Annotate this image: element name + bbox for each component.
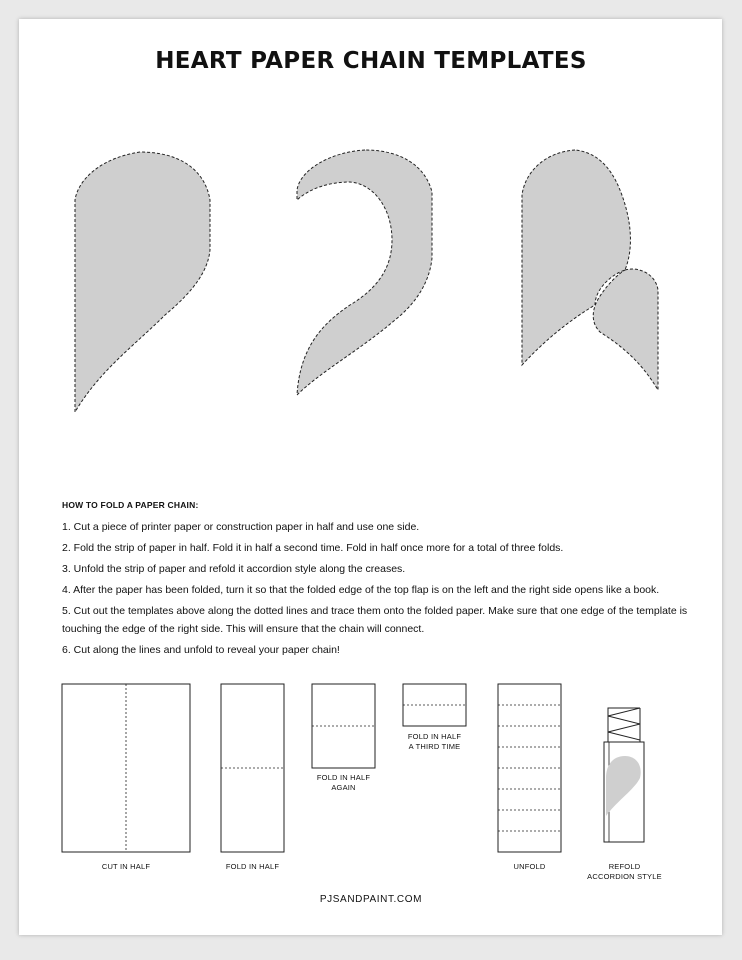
instruction-step-6: 6. Cut along the lines and unfold to reveal your paper chain! bbox=[62, 644, 340, 656]
caption-fold-again-line1: FOLD IN HALF bbox=[316, 773, 371, 782]
diagram-fold-in-half bbox=[221, 684, 284, 852]
diagram-fold-again bbox=[312, 684, 375, 768]
diagram-refold-accordion bbox=[604, 708, 644, 842]
diagram-unfold bbox=[498, 684, 561, 852]
caption-unfold: UNFOLD bbox=[513, 862, 546, 871]
instructions-heading: HOW TO FOLD A PAPER CHAIN: bbox=[62, 500, 199, 510]
instruction-step-1: 1. Cut a piece of printer paper or construction paper in half and use one side. bbox=[62, 521, 420, 533]
caption-fold-third-line1: FOLD IN HALF bbox=[407, 732, 462, 741]
instruction-step-5: 5. Cut out the templates above along the dotted lines and trace them onto the folded paper. Make sure that one edge of the template is touching the edge of the right side. This will ensure that the chain will connect. bbox=[62, 605, 688, 635]
footer-website: PJSANDPAINT.COM bbox=[319, 894, 423, 905]
caption-fold-again-line2: AGAIN bbox=[331, 783, 356, 792]
diagram-cut-in-half bbox=[62, 684, 190, 852]
caption-refold bbox=[578, 862, 671, 882]
diagram-fold-third bbox=[403, 684, 466, 726]
caption-fold-third-line2: A THIRD TIME bbox=[408, 742, 461, 751]
page-title: HEART PAPER CHAIN TEMPLATES bbox=[155, 48, 587, 74]
caption-fold-third bbox=[388, 732, 481, 752]
caption-refold-line1: REFOLD bbox=[608, 862, 641, 871]
caption-cut-in-half: CUT IN HALF bbox=[101, 862, 151, 871]
caption-fold-again bbox=[297, 773, 390, 793]
instruction-step-4: 4. After the paper has been folded, turn it so that the folded edge of the top flap is on the left and the right side opens like a book. bbox=[62, 584, 660, 596]
instruction-step-3: 3. Unfold the strip of paper and refold it accordion style along the creases. bbox=[62, 563, 406, 575]
instruction-step-2: 2. Fold the strip of paper in half. Fold it in half a second time. Fold in half once more for a total of three folds. bbox=[62, 542, 564, 554]
caption-refold-line2: ACCORDION STYLE bbox=[587, 872, 662, 881]
caption-fold-in-half: FOLD IN HALF bbox=[225, 862, 280, 871]
